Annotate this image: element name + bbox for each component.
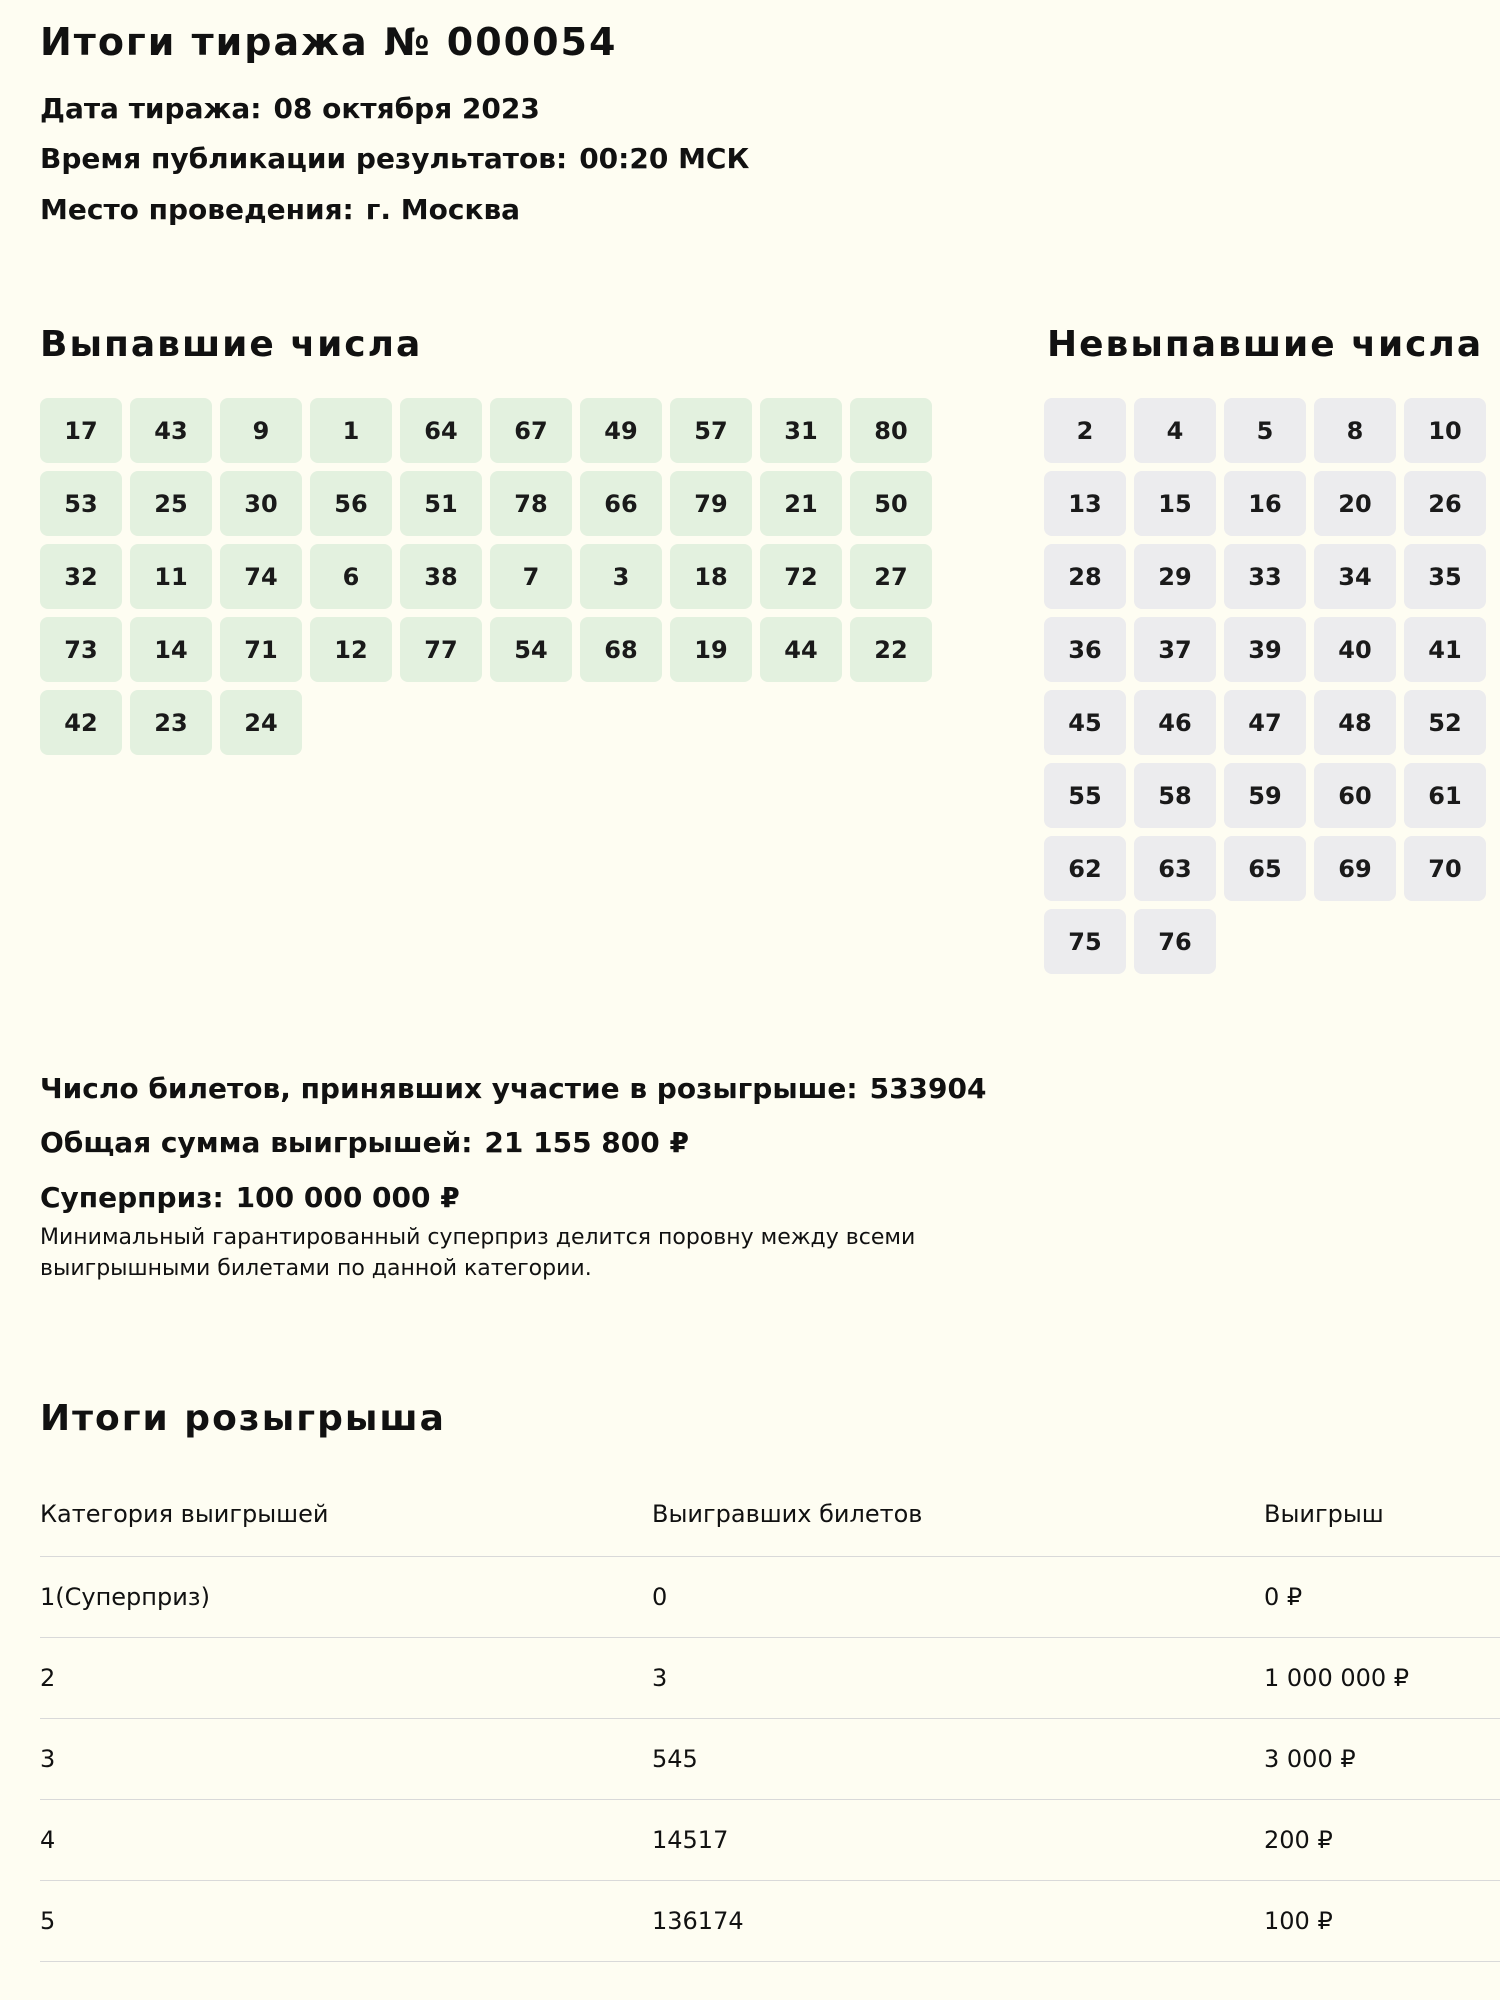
undrawn-number-ball: 15 [1134,471,1216,536]
undrawn-number-ball: 60 [1314,763,1396,828]
tickets-count-label: Число билетов, принявших участие в розыгрыше: [40,1072,858,1105]
undrawn-number-ball: 63 [1134,836,1216,901]
total-winnings-label: Общая сумма выигрышей: [40,1126,473,1159]
drawn-number-ball: 18 [670,544,752,609]
category-cell: 2 [40,1638,652,1719]
winning-tickets-cell: 3 [652,1638,1264,1719]
drawn-number-ball: 6 [310,544,392,609]
drawn-number-ball: 17 [40,398,122,463]
superprize-note: Минимальный гарантированный суперприз делится поровну между всеми выигрышными билетами по данной категории. [40,1225,916,1281]
drawn-number-ball: 42 [40,690,122,755]
tickets-count-line [40,1072,987,1105]
column-header-category: Категория выигрышей [40,1472,652,1557]
table-row [40,1800,1500,1881]
drawn-number-ball: 19 [670,617,752,682]
table-row [40,1881,1500,1962]
undrawn-number-ball: 70 [1404,836,1486,901]
undrawn-number-ball: 26 [1404,471,1486,536]
drawn-numbers-grid [40,398,932,755]
drawn-number-ball: 7 [490,544,572,609]
prize-cell: 100 ₽ [1264,1881,1500,1962]
superprize-value: 100 000 000 ₽ [235,1181,460,1214]
undrawn-number-ball: 28 [1044,544,1126,609]
category-cell: 4 [40,1800,652,1881]
drawn-number-ball: 73 [40,617,122,682]
drawn-number-ball: 9 [220,398,302,463]
drawn-number-ball: 66 [580,471,662,536]
drawn-number-ball: 57 [670,398,752,463]
undrawn-number-ball: 61 [1404,763,1486,828]
page-title: Итоги тиража № 000054 [40,20,618,64]
draw-date-value: 08 октября 2023 [273,92,540,125]
undrawn-number-ball: 20 [1314,471,1396,536]
drawn-number-ball: 78 [490,471,572,536]
category-cell: 3 [40,1719,652,1800]
column-header-winning-tickets: Выигравших билетов [652,1472,1264,1557]
drawn-number-ball: 53 [40,471,122,536]
drawn-number-ball: 51 [400,471,482,536]
undrawn-number-ball: 5 [1224,398,1306,463]
total-winnings-value: 21 155 800 ₽ [484,1126,689,1159]
results-header-row [40,1472,1500,1557]
publish-time-value: 00:20 МСК [579,142,750,175]
drawn-number-ball: 27 [850,544,932,609]
drawn-number-ball: 32 [40,544,122,609]
undrawn-number-ball: 45 [1044,690,1126,755]
column-header-prize: Выигрыш [1264,1472,1500,1557]
winning-tickets-cell: 136174 [652,1881,1264,1962]
drawn-number-ball: 77 [400,617,482,682]
undrawn-number-ball: 2 [1044,398,1126,463]
drawn-number-ball: 54 [490,617,572,682]
undrawn-number-ball: 34 [1314,544,1396,609]
drawn-number-ball: 80 [850,398,932,463]
drawn-number-ball: 14 [130,617,212,682]
drawn-number-ball: 31 [760,398,842,463]
superprize-label: Суперприз: [40,1181,224,1214]
undrawn-number-ball: 62 [1044,836,1126,901]
undrawn-numbers-title: Невыпавшие числа [1047,324,1484,365]
undrawn-number-ball: 55 [1044,763,1126,828]
superprize-line [40,1181,460,1214]
drawn-number-ball: 74 [220,544,302,609]
draw-date-line [40,92,540,125]
undrawn-number-ball: 46 [1134,690,1216,755]
drawn-number-ball: 43 [130,398,212,463]
drawn-number-ball: 11 [130,544,212,609]
undrawn-number-ball: 76 [1134,909,1216,974]
drawn-number-ball: 22 [850,617,932,682]
undrawn-number-ball: 48 [1314,690,1396,755]
publish-time-label: Время публикации результатов: [40,142,568,175]
drawn-number-ball: 38 [400,544,482,609]
drawn-number-ball: 30 [220,471,302,536]
location-label: Место проведения: [40,193,354,226]
drawn-number-ball: 71 [220,617,302,682]
undrawn-number-ball: 13 [1044,471,1126,536]
drawn-number-ball: 3 [580,544,662,609]
category-cell: 5 [40,1881,652,1962]
prize-cell: 0 ₽ [1264,1557,1500,1638]
undrawn-number-ball: 47 [1224,690,1306,755]
undrawn-number-ball: 35 [1404,544,1486,609]
undrawn-number-ball: 75 [1044,909,1126,974]
drawn-number-ball: 67 [490,398,572,463]
results-table [40,1472,1500,1962]
drawn-number-ball: 79 [670,471,752,536]
undrawn-number-ball: 4 [1134,398,1216,463]
prize-cell: 1 000 000 ₽ [1264,1638,1500,1719]
location-value: г. Москва [365,193,521,226]
undrawn-number-ball: 33 [1224,544,1306,609]
undrawn-number-ball: 10 [1404,398,1486,463]
draw-date-label: Дата тиража: [40,92,262,125]
undrawn-number-ball: 37 [1134,617,1216,682]
undrawn-number-ball: 52 [1404,690,1486,755]
drawn-number-ball: 24 [220,690,302,755]
drawn-number-ball: 50 [850,471,932,536]
drawn-number-ball: 23 [130,690,212,755]
undrawn-number-ball: 65 [1224,836,1306,901]
draw-results-page [40,0,1500,2000]
table-row [40,1638,1500,1719]
winning-tickets-cell: 0 [652,1557,1264,1638]
prize-cell: 200 ₽ [1264,1800,1500,1881]
tickets-count-value: 533904 [869,1072,987,1105]
drawn-number-ball: 56 [310,471,392,536]
undrawn-number-ball: 8 [1314,398,1396,463]
drawn-number-ball: 72 [760,544,842,609]
undrawn-numbers-grid [1044,398,1486,974]
drawn-number-ball: 64 [400,398,482,463]
winning-tickets-cell: 14517 [652,1800,1264,1881]
drawn-number-ball: 1 [310,398,392,463]
drawn-number-ball: 25 [130,471,212,536]
drawn-number-ball: 21 [760,471,842,536]
winning-tickets-cell: 545 [652,1719,1264,1800]
undrawn-number-ball: 59 [1224,763,1306,828]
category-cell: 1(Суперприз) [40,1557,652,1638]
undrawn-number-ball: 41 [1404,617,1486,682]
undrawn-number-ball: 36 [1044,617,1126,682]
total-winnings-line [40,1126,689,1159]
undrawn-number-ball: 16 [1224,471,1306,536]
drawn-numbers-title: Выпавшие числа [40,324,423,365]
undrawn-number-ball: 40 [1314,617,1396,682]
location-line [40,193,520,226]
drawn-number-ball: 44 [760,617,842,682]
undrawn-number-ball: 39 [1224,617,1306,682]
results-title: Итоги розыгрыша [40,1398,446,1439]
prize-cell: 3 000 ₽ [1264,1719,1500,1800]
drawn-number-ball: 68 [580,617,662,682]
undrawn-number-ball: 29 [1134,544,1216,609]
table-row [40,1557,1500,1638]
drawn-number-ball: 12 [310,617,392,682]
undrawn-number-ball: 69 [1314,836,1396,901]
table-row [40,1719,1500,1800]
drawn-number-ball: 49 [580,398,662,463]
publish-time-line [40,142,749,175]
undrawn-number-ball: 58 [1134,763,1216,828]
